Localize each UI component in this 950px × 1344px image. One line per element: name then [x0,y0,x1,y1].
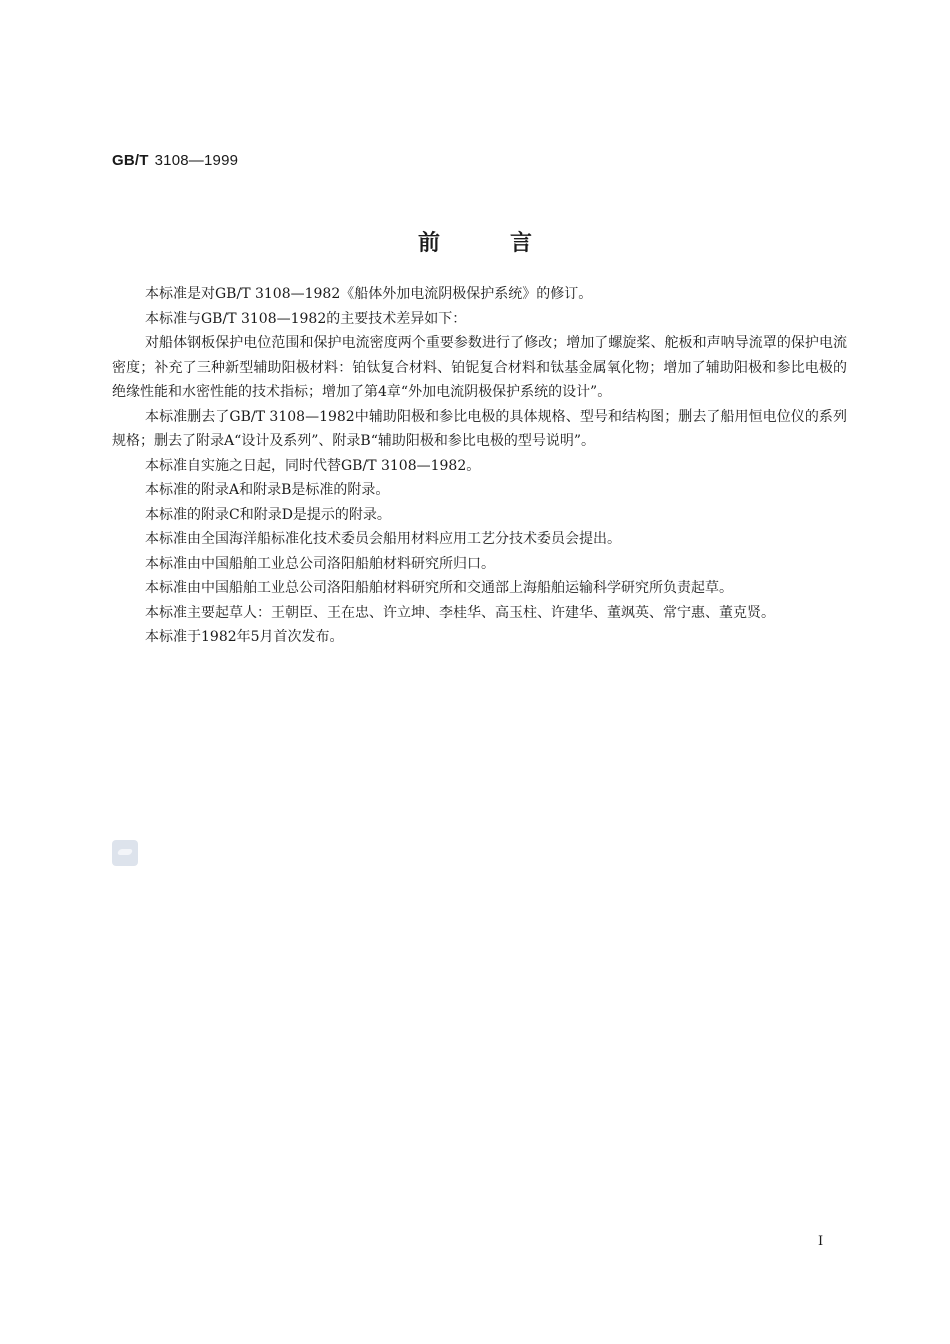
foreword-body [112,282,847,650]
paragraph: 本标准删去了GB/T 3108—1982中辅助阳极和参比电极的具体规格、型号和结构图；删去了船用恒电位仪的系列规格；删去了附录A“设计及系列”、附录B“辅助阳极和参比电极的型号说明”。 [112,408,847,449]
paragraph: 本标准与GB/T 3108—1982的主要技术差异如下： [145,310,467,327]
paragraph: 本标准的附录A和附录B是标准的附录。 [145,482,390,498]
paragraph: 本标准由中国船舶工业总公司洛阳船舶材料研究所归口。 [145,555,495,572]
paragraph: 本标准于1982年5月首次发布。 [145,629,344,645]
paragraph: 本标准主要起草人：王朝臣、王在忠、许立坤、李桂华、高玉柱、许建华、董飒英、常宁惠、董克贤。 [145,604,775,621]
paragraph: 本标准由中国船舶工业总公司洛阳船舶材料研究所和交通部上海船舶运输科学研究所负责起草。 [145,580,733,596]
paragraph: 对船体钢板保护电位范围和保护电流密度两个重要参数进行了修改；增加了螺旋桨、舵板和声呐导流罩的保护电流密度；补充了三种新型辅助阳极材料：铂钛复合材料、铂铌复合材料和钛基金属氧化物；增加了辅助阳极和参比电极的绝缘性能和水密性能的技术指标；增加了第4章“外加电流阴极保护系统的设计”。 [112,335,847,400]
paragraph: 本标准由全国海洋船标准化技术委员会船用材料应用工艺分技术委员会提出。 [145,531,621,547]
sac-logo-icon [112,840,138,866]
paragraph: 本标准的附录C和附录D是提示的附录。 [145,506,391,523]
page-number: I [818,1234,824,1249]
standard-code-number: 3108—1999 [154,152,239,169]
paragraph: 本标准自实施之日起，同时代替GB/T 3108—1982。 [145,457,481,474]
standard-code-prefix: GB/T [112,152,149,169]
standard-code [112,152,238,169]
paragraph: 本标准是对GB/T 3108—1982《船体外加电流阴极保护系统》的修订。 [145,286,593,302]
page-title: 前言 [417,230,602,256]
